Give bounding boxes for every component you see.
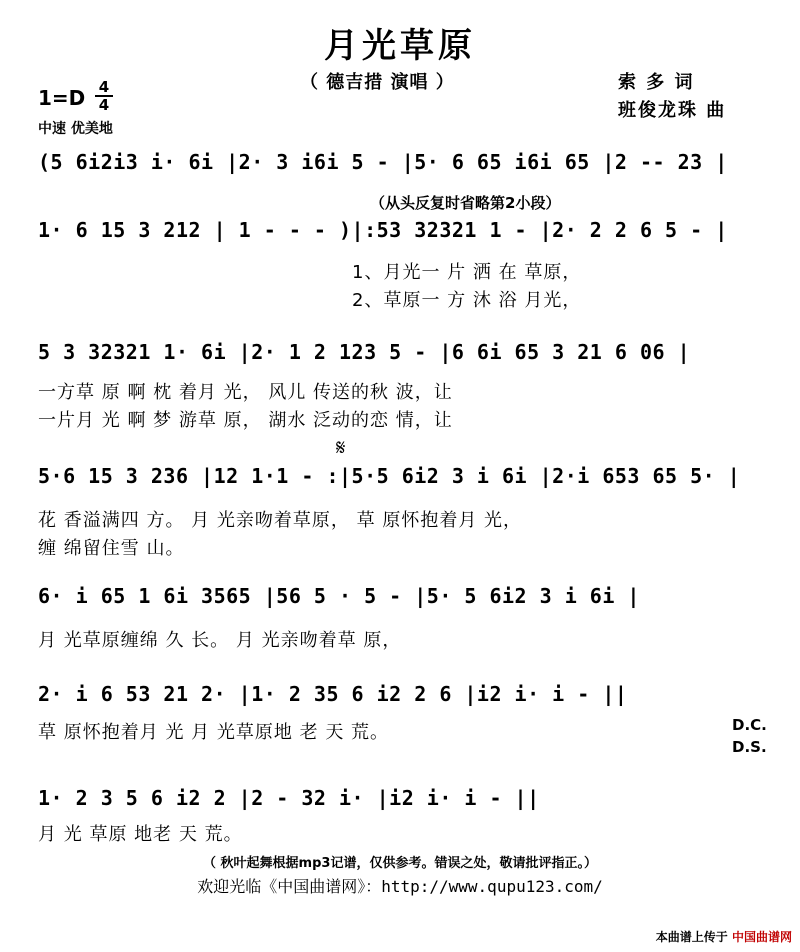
time-signature-bottom: 4 <box>98 96 110 114</box>
lyric-row-2-verse-2: 2、草原一 方 沐 浴 月光， <box>352 290 582 311</box>
dc-marking: D.C. <box>732 716 767 734</box>
lyric-row-7-verse-1: 月 光 草原 地老 天 荒。 <box>38 824 243 845</box>
lyric-row-3-verse-1: 一方草 原 啊 枕 着月 光， 风儿 传送的秋 波，让 <box>38 382 453 403</box>
lyric-row-4-verse-1: 花 香溢满四 方。 月 光亲吻着草原， 草 原怀抱着月 光， <box>38 510 523 531</box>
score-row-1: (5 6i2i3 i· 6i |2· 3 i6i 5 - |5· 6 65 i6i 65 |2 -- 23 | <box>38 150 728 174</box>
score-row-4: 5·6 15 3 236 |12 1·1 - :|5·5 6i2 3 i 6i |2·i 653 65 5· | <box>38 464 741 488</box>
transcription-note: （ 秋叶起舞根据mp3记谱，仅供参考。错误之处，敬请批评指正。） <box>203 856 597 871</box>
score-row-2: 1· 6 15 3 212 | 1 - - - )|:53 32321 1 - |2· 2 2 6 5 - | <box>38 218 728 242</box>
lyric-row-4-verse-2: 缠 绵留住雪 山。 <box>38 538 185 559</box>
score-row-7: 1· 2 3 5 6 i2 2 |2 - 32 i· |i2 i· i - || <box>38 786 540 810</box>
singer-credit: （ 德吉措 演唱 ） <box>300 72 455 93</box>
segno-icon: 𝄋 <box>336 436 346 461</box>
score-row-3: 5 3 32321 1· 6i |2· 1 2 123 5 - |6 6i 65 3 21 6 06 | <box>38 340 691 364</box>
score-row-5: 6· i 65 1 6i 3565 |56 5 · 5 - |5· 5 6i2 3 i 6i | <box>38 584 640 608</box>
upload-credit <box>656 928 792 945</box>
lyric-row-3-verse-2: 一片月 光 啊 梦 游草 原， 湖水 泛动的恋 情，让 <box>38 410 453 431</box>
website-link[interactable]: 欢迎光临《中国曲谱网》：http://www.qupu123.com/ <box>197 877 603 896</box>
page-title: 月光草原 <box>324 26 476 66</box>
composer-credit: 班俊龙珠 曲 <box>618 100 727 121</box>
ds-marking: D.S. <box>732 738 767 756</box>
lyric-row-2-verse-1: 1、月光一 片 洒 在 草原， <box>352 262 582 283</box>
score-row-6: 2· i 6 53 21 2· |1· 2 35 6 i2 2 6 |i2 i· i - || <box>38 682 628 706</box>
upload-logo: 中国曲谱网 <box>731 930 792 944</box>
time-signature <box>95 80 113 112</box>
tempo-marking: 中速 优美地 <box>38 121 113 137</box>
lyric-row-6-verse-1: 草 原怀抱着月 光 月 光草原地 老 天 荒。 <box>38 722 390 743</box>
time-signature-top: 4 <box>98 78 110 96</box>
lyric-row-5-verse-1: 月 光草原缠绵 久 长。 月 光亲吻着草 原， <box>38 630 402 651</box>
key-signature: 1=D <box>38 86 86 110</box>
lyricist-credit: 索 多 词 <box>618 72 695 93</box>
repeat-note: （从头反复时省略第2小段） <box>370 194 561 212</box>
upload-label: 本曲谱上传于 <box>655 930 728 944</box>
